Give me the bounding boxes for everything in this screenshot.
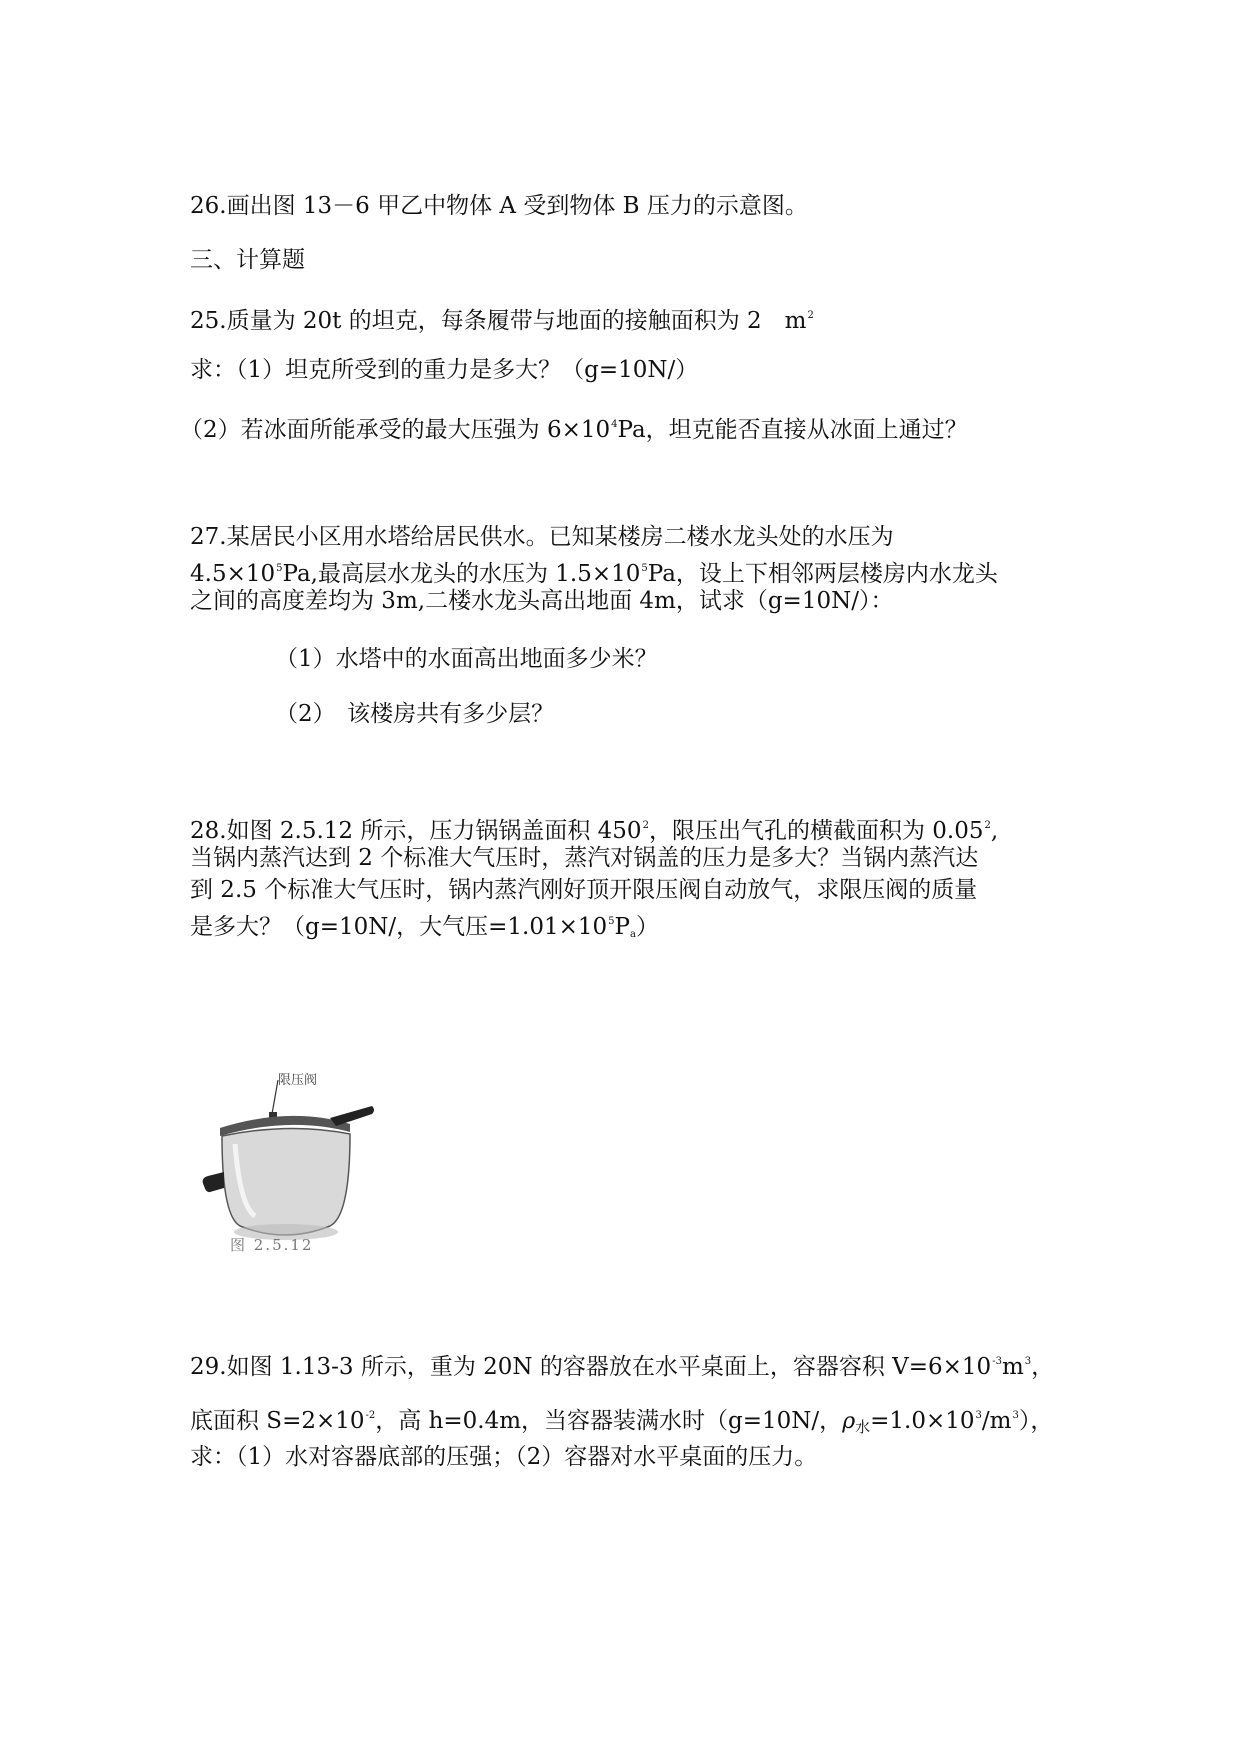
question-25-line-3: [180, 409, 968, 446]
cooker-handle-top: [330, 1106, 374, 1126]
question-29-line-3: 求：（1）水对容器底部的压强；（2）容器对水平桌面的压力。: [190, 1444, 818, 1470]
q27-exponent-2: 5: [641, 563, 648, 574]
q29-text-c: ，: [1031, 1354, 1055, 1380]
q28-text-b: ，限压出气孔的横截面积为 0.05: [648, 818, 984, 844]
q29-sup-3: -2: [365, 1410, 376, 1421]
question-27-sub-2: （2） 该楼房共有多少层？: [275, 701, 555, 727]
question-26: 26.画出图 13－6 甲乙中物体 A 受到物体 B 压力的示意图。: [190, 193, 808, 219]
figure-caption: 图 2.5.12: [230, 1236, 314, 1254]
q28-text-a: 28.如图 2.5.12 所示，压力锅锅盖面积 450: [190, 818, 642, 844]
question-27-line-3: 之间的高度差均为 3m,二楼水龙头高出地面 4m，试求（g=10N/）：: [190, 588, 894, 614]
q29-text-d: 底面积 S=2×10: [190, 1408, 365, 1434]
question-28-line-4: [190, 906, 659, 951]
rho-symbol: ρ: [842, 1409, 856, 1434]
q29-sup-5: 3: [1012, 1410, 1019, 1421]
q28-sup-1: 2: [642, 820, 649, 831]
section-title: 三、计算题: [190, 247, 305, 273]
question-27-sub-1: （1）水塔中的水面高出地面多少米？: [275, 646, 658, 672]
question-28-line-2: 当锅内蒸汽达到 2 个标准大气压时，蒸汽对锅盖的压力是多大？当锅内蒸汽达: [190, 845, 979, 871]
rho-subscript: 水: [855, 1418, 871, 1436]
q25-exponent: 4: [611, 419, 618, 430]
q28-subscript: a: [630, 929, 636, 940]
q28-sup-2: 2: [984, 820, 991, 831]
question-25-line-1: [190, 300, 814, 337]
q29-text-g: /m: [981, 1408, 1012, 1434]
question-27-line-1: 27.某居民小区用水塔给居民供水。已知某楼房二楼水龙头处的水压为: [190, 524, 894, 550]
q29-text-f: =1.0×10: [870, 1408, 975, 1434]
q25-part2-tail: Pa，坦克能否直接从冰面上通过？: [617, 417, 968, 443]
question-29-line-2: [190, 1400, 1053, 1443]
q29-text-e: ，高 h=0.4m，当容器装满水时（g=10N/，: [375, 1408, 843, 1434]
valve-pointer-line: [272, 1080, 278, 1114]
q25-part2-text: （2）若冰面所能承受的最大压强为 6×10: [180, 417, 611, 443]
q27-text-a: 4.5×10: [190, 561, 276, 587]
q28-text-c: ,: [990, 818, 999, 844]
question-29-line-1: [190, 1346, 1054, 1383]
question-25-line-2: 求：（1）坦克所受到的重力是多大？（g=10N/）: [190, 357, 699, 383]
q29-text-b: m: [1001, 1354, 1024, 1380]
q27-exponent-1: 5: [276, 563, 283, 574]
q28-sup-3: 5: [608, 916, 615, 927]
cooker-side-handle: [203, 1172, 224, 1192]
q29-text-h: ），: [1018, 1408, 1054, 1434]
q27-text-b: Pa,最高层水龙头的水压为 1.5×10: [282, 561, 641, 587]
q29-sup-1: -3: [992, 1356, 1002, 1367]
q25-text: 25.质量为 20t 的坦克，每条履带与地面的接触面积为 2 m: [190, 308, 807, 334]
q25-superscript: 2: [807, 310, 814, 321]
q29-text-a: 29.如图 1.13-3 所示，重为 20N 的容器放在水平桌面上，容器容积 V=6×10: [190, 1354, 992, 1380]
figure-label-pressure-valve: 限压阀: [278, 1073, 318, 1088]
q29-sup-2: 3: [1024, 1356, 1032, 1367]
q28-text-f: ）: [635, 914, 659, 940]
q28-text-d: 是多大？（g=10N/，大气压=1.01×10: [190, 914, 608, 940]
q28-text-e: P: [614, 914, 631, 940]
question-28-line-3: 到 2.5 个标准大气压时，锅内蒸汽刚好顶开限压阀自动放气，求限压阀的质量: [190, 877, 978, 903]
q29-sup-4: 3: [975, 1410, 982, 1421]
q27-text-c: Pa，设上下相邻两层楼房内水龙头: [647, 561, 998, 587]
